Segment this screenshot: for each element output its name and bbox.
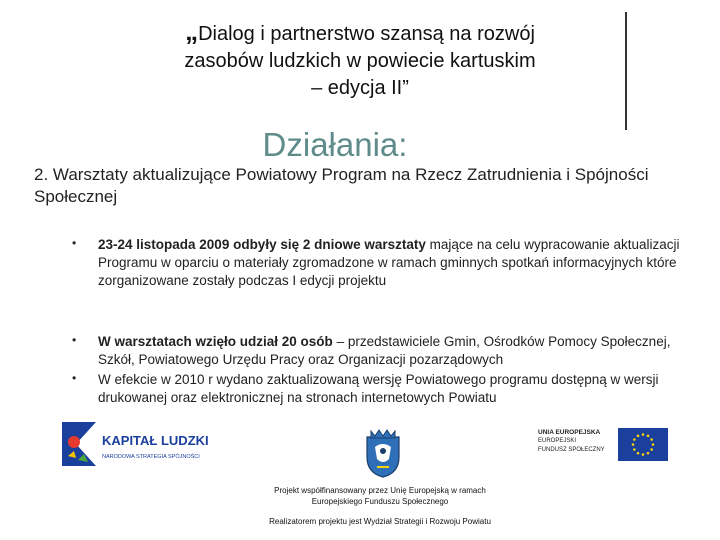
eu-star-icon <box>642 453 645 456</box>
eu-star-icon <box>650 448 653 451</box>
eu-line-1: UNIA EUROPEJSKA <box>538 429 601 436</box>
footer-cofinancing-line-1: Projekt współfinansowany przez Unię Europejską w ramach <box>274 486 486 495</box>
eu-star-icon <box>637 435 640 438</box>
footer-implementer: Realizatorem projektu jest Wydział Strategii i Rozwoju Powiatu <box>269 517 491 526</box>
bullet-bold-text: 23-24 listopada 2009 odbyły się 2 dniowe warsztaty <box>98 237 426 252</box>
title-line-3: – edycja II” <box>311 77 409 99</box>
eu-star-icon <box>647 452 650 455</box>
bullet-text: W efekcie w 2010 r wydano zaktualizowaną wersję Powiatowego programu dostępną w wersji drukowanej oraz elektronicznej na stronach internetowych Powiatu <box>98 372 659 405</box>
eu-flag-icon <box>618 428 668 461</box>
bullet-text: mające na celu wypracowanie aktualizacji Programu w oparciu o materiały zgromadzone w ramach gminnych spotkań informacyjnych które zorganizowane zostały podczas I edycji projektu <box>98 237 680 288</box>
bullet-item <box>98 371 698 407</box>
bullet-item <box>98 333 698 369</box>
bullet-item <box>98 236 698 290</box>
footer-cofinancing-line-2: Europejskiego Funduszu Społecznego <box>311 497 449 506</box>
eu-star-icon <box>632 443 635 446</box>
title-line-2: zasobów ludzkich w powiecie kartuskim <box>184 50 536 72</box>
section-title: 2. Warsztaty aktualizujące Powiatowy Program na Rzecz Zatrudnienia i Spójności Społecznej <box>34 165 649 206</box>
eu-star-icon <box>642 433 645 436</box>
kl-red-dot <box>68 436 80 448</box>
eu-star-icon <box>650 438 653 441</box>
bullet-marker: • <box>72 236 77 250</box>
bullet-text: – przedstawiciele Gmin, Ośrodków Pomocy Społecznej, Szkół, Powiatowego Urzędu Pracy oraz Organizacji pozarządowych <box>98 334 671 367</box>
kl-name-text: KAPITAŁ LUDZKI <box>102 433 209 448</box>
bullet-marker: • <box>72 333 77 347</box>
eu-star-icon <box>647 435 650 438</box>
title-line-1-text: Dialog i partnerstwo szansą na rozwój <box>198 23 535 45</box>
eu-star-icon <box>652 443 655 446</box>
eu-star-icon <box>637 452 640 455</box>
presentation-title <box>80 18 640 102</box>
bullet-bold-text: W warsztatach wzięło udział 20 osób <box>98 334 333 349</box>
eu-star-icon <box>633 438 636 441</box>
kapital-ludzki-logo <box>62 418 237 468</box>
slide-heading: Działania: <box>262 126 408 163</box>
bullet-marker: • <box>72 371 77 385</box>
kl-sub-text: NARODOWA STRATEGIA SPÓJNOŚCI <box>102 454 200 460</box>
eu-line-3: FUNDUSZ SPOŁECZNY <box>538 447 605 453</box>
county-crest-icon <box>363 427 403 479</box>
opening-quote: „ <box>185 16 199 46</box>
eu-line-2: EUROPEJSKI <box>538 438 577 444</box>
eu-star-icon <box>633 448 636 451</box>
title-line-1 <box>80 18 640 48</box>
vertical-divider <box>625 12 627 130</box>
